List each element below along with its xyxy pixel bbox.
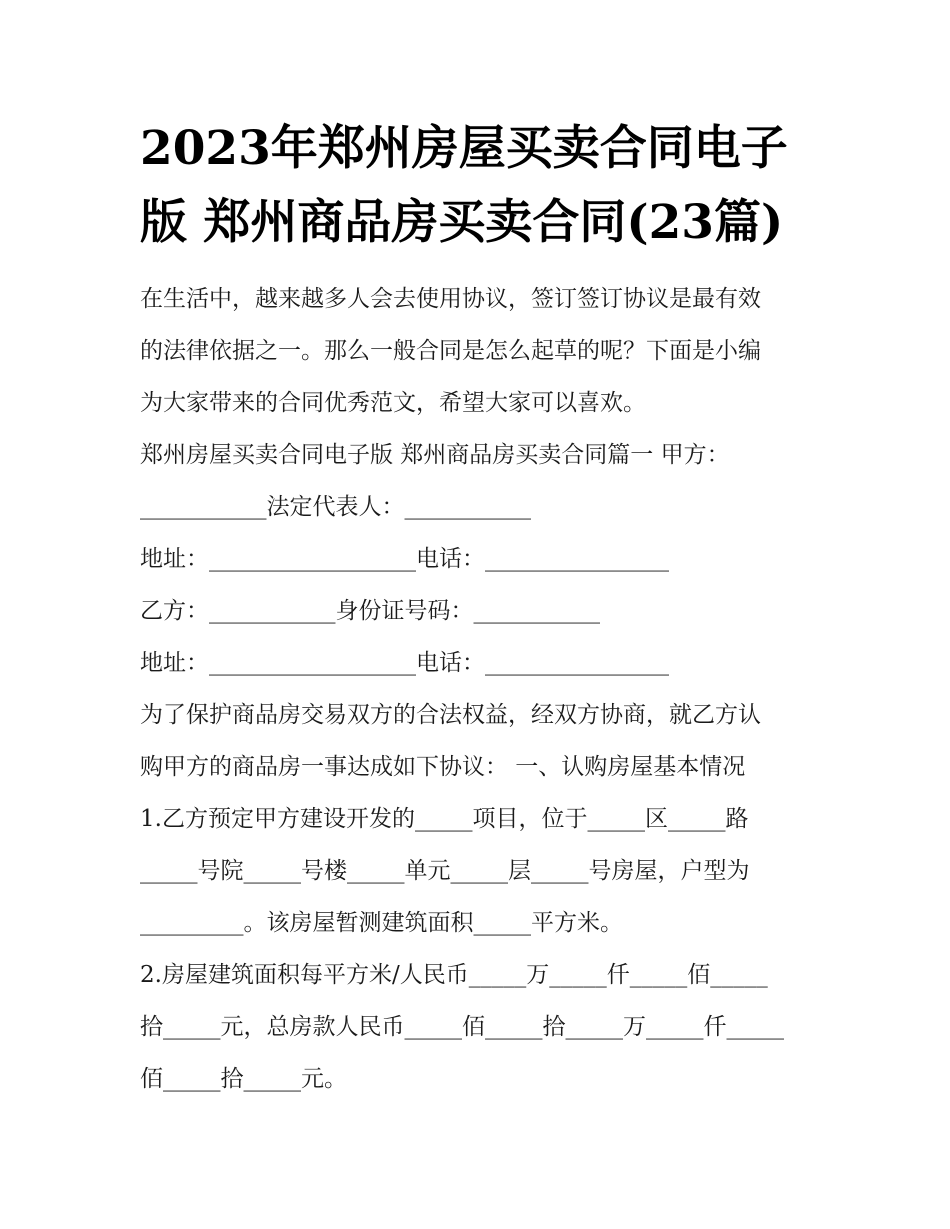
party-b-id-line: 乙方：___________身份证号码：___________ [140,598,600,624]
body-line: 购甲方的商品房一事达成如下协议： 一、认购房屋基本情况 [140,754,746,780]
clause-2-line: 2.房屋建筑面积每平方米/人民币_____万_____仟_____佰_____ [140,962,768,988]
body-line: 的法律依据之一。那么一般合同是怎么起草的呢？下面是小编 [140,338,761,364]
title-line-2: 版 郑州商品房买卖合同(23篇) [140,195,784,250]
party-b-address-line: 地址：__________________电话：________________ [140,650,669,676]
body-line: 为大家带来的合同优秀范文，希望大家可以喜欢。 [140,390,646,416]
section-heading-line: 郑州房屋买卖合同电子版 郑州商品房买卖合同篇一 甲方： [140,442,730,468]
party-a-address-line: 地址：__________________电话：________________ [140,546,669,572]
document-title [140,112,840,260]
body-line: 在生活中，越来越多人会去使用协议，签订签订协议是最有效 [140,286,761,312]
title-line-1: 2023年郑州房屋买卖合同电子 [140,121,788,176]
document-body [140,273,820,1105]
body-line: 为了保护商品房交易双方的合法权益，经双方协商，就乙方认 [140,702,761,728]
clause-2-line: 拾_____元，总房款人民币_____佰_____拾_____万_____仟_____ [140,1014,784,1040]
party-a-representative-line: ___________法定代表人：___________ [140,494,531,520]
clause-1-line: _________。该房屋暂测建筑面积_____平方米。 [140,910,623,936]
clause-1-line: 1.乙方预定甲方建设开发的_____项目，位于_____区_____路 [140,806,749,832]
clause-2-line: 佰_____拾_____元。 [140,1066,347,1092]
clause-1-line: _____号院_____号楼_____单元_____层_____号房屋，户型为 [140,858,750,884]
